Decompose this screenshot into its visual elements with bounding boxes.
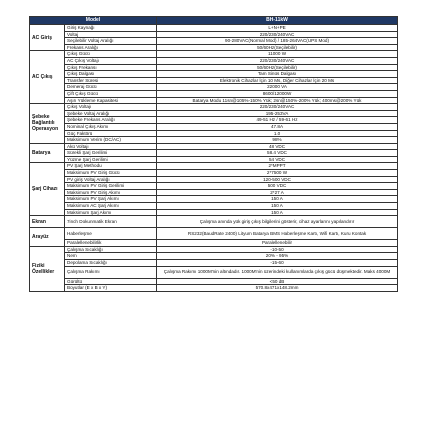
param-label: Maksimum AC Şarj Akımı	[65, 203, 157, 210]
table-row	[30, 196, 398, 203]
param-value: 500 VDC	[157, 183, 398, 190]
param-value: 47.8A	[157, 123, 398, 130]
table-row	[30, 90, 398, 97]
param-value: -10-50	[157, 246, 398, 253]
param-value: 2*27 A	[157, 189, 398, 196]
table-row	[30, 143, 398, 150]
param-label: Çalışma Sıcaklığı	[65, 246, 157, 253]
section-category: Batarya	[30, 143, 65, 163]
table-row	[30, 156, 398, 163]
table-row	[30, 246, 398, 253]
param-value: 1.0	[157, 130, 398, 137]
param-label: Maksimum PV Giriş Akımı	[65, 189, 157, 196]
param-label: Çıkış Dalgası	[65, 71, 157, 78]
table-row	[30, 123, 398, 130]
param-value: 150 A	[157, 209, 398, 216]
param-value: L+N+PE	[157, 25, 398, 32]
param-label: Çıkış Voltajı	[65, 104, 157, 111]
header-model: Model	[30, 17, 157, 25]
param-label: Yüzme Şarj Gerilimi	[65, 156, 157, 163]
table-row	[30, 150, 398, 157]
table-row	[30, 137, 398, 144]
table-row	[30, 203, 398, 210]
table-row	[30, 104, 398, 111]
section-category: Ekran	[30, 216, 65, 228]
param-value: 8600/12000W	[157, 90, 398, 97]
param-label: Seçilebilir Voltaj Aralığı	[65, 38, 157, 45]
param-value: 58.4 VDC	[157, 150, 398, 157]
param-value: 150 A	[157, 203, 398, 210]
param-label: Nominal Çıkış Akımı	[65, 123, 157, 130]
table-row	[30, 216, 398, 228]
spec-body	[30, 25, 398, 292]
header-model-value: BH-11kW	[157, 17, 398, 25]
param-value: Çalışma Rakımı 1000M'nin altındadır. 1000M'nin üzerindeki kullanımlarda çıkış gücü düşmektedir. Maks 4000M	[157, 266, 398, 278]
spec-table	[29, 16, 398, 292]
param-label: Sürekli Şarj Gerilimi	[65, 150, 157, 157]
table-row	[30, 228, 398, 240]
param-value: 195-253VA	[157, 110, 398, 117]
param-label: Giriş Kaynağı	[65, 25, 157, 32]
table-row	[30, 51, 398, 58]
table-row	[30, 71, 398, 78]
param-label: Transfer Süresi	[65, 77, 157, 84]
param-value: 220/230/240VAC	[157, 57, 398, 64]
param-label: Maksimum PV Şarj Akımı	[65, 196, 157, 203]
table-row	[30, 176, 398, 183]
table-row	[30, 31, 398, 38]
param-value: 11000 W	[157, 51, 398, 58]
param-label: Çıkış Frekansı	[65, 64, 157, 71]
param-value: 2*7500 W	[157, 170, 398, 177]
param-value: 570.8x471x148.2mm	[157, 285, 398, 292]
table-row	[30, 266, 398, 278]
param-label: Paralellenebilirlik	[65, 240, 157, 247]
param-value: 50/60Hz(Seçilebilir)	[157, 64, 398, 71]
param-value: Batarya Modu 11sn@105%-150% Yük; 2sn@150%-200% Yük; 400ms@200% Yük	[157, 97, 398, 104]
param-label: AC Çıkış Voltajı	[65, 57, 157, 64]
param-value: 220/230/240VAC	[157, 31, 398, 38]
param-value: <50 dB	[157, 278, 398, 285]
table-row	[30, 38, 398, 45]
param-label: Çalışma Rakımı	[65, 266, 157, 278]
param-label: Demeraj Gücü	[65, 84, 157, 91]
table-row	[30, 183, 398, 190]
header-row	[30, 17, 398, 25]
table-row	[30, 209, 398, 216]
table-row	[30, 84, 398, 91]
table-row	[30, 110, 398, 117]
param-value: 22000 VA	[157, 84, 398, 91]
param-label: 7inch Dokunmatik Ekran	[65, 216, 157, 228]
param-label: Güç Faktörü	[65, 130, 157, 137]
section-category: AC Giriş	[30, 25, 65, 51]
param-value: 54 VDC	[157, 156, 398, 163]
param-value: 220/230/240VAC	[157, 104, 398, 111]
param-label: Şebeke Frekans Aralığı	[65, 117, 157, 124]
section-category: Arayüz	[30, 228, 65, 247]
param-value: Elektronik Cihazlar İçin 10 Ms, Diğer Cihazlar İçin 20 Ms	[157, 77, 398, 84]
table-row	[30, 25, 398, 32]
param-label: Çift Çıkış Gücü	[65, 90, 157, 97]
section-category: Fiziki Özellikler	[30, 246, 65, 291]
param-value: 2*MPPT	[157, 163, 398, 170]
param-value: Paralellenebilir	[157, 240, 398, 247]
table-row	[30, 97, 398, 104]
param-value: 48 VDC	[157, 143, 398, 150]
param-label: Frekans Aralığı	[65, 44, 157, 51]
table-row	[30, 77, 398, 84]
param-label: Şebeke Voltaj Aralığı	[65, 110, 157, 117]
table-row	[30, 64, 398, 71]
table-row	[30, 170, 398, 177]
table-row	[30, 117, 398, 124]
table-row	[30, 260, 398, 267]
param-label: Haberleşme	[65, 228, 157, 240]
param-label: Çıkış Gücü	[65, 51, 157, 58]
table-row	[30, 57, 398, 64]
param-label: Gürültü	[65, 278, 157, 285]
section-category: AC Çıkış	[30, 51, 65, 104]
table-row	[30, 44, 398, 51]
param-label: PV giriş Voltaj Aralığı	[65, 176, 157, 183]
param-value: RS232(BaudRate 2400) Lityum Batarya BMS Haberleşme Kartı, Wifi Kartı, Kuru Kontak	[157, 228, 398, 240]
param-label: Voltaj	[65, 31, 157, 38]
param-value: 98%	[157, 137, 398, 144]
param-label: Depolama Sıcaklığı	[65, 260, 157, 267]
table-row	[30, 285, 398, 292]
param-label: Aşırı Yükleme Kapasitesi	[65, 97, 157, 104]
param-label: PV Şarj Methodu	[65, 163, 157, 170]
table-row	[30, 278, 398, 285]
param-value: -15-60	[157, 260, 398, 267]
table-row	[30, 163, 398, 170]
param-value: Tam Sinüs Dalgası	[157, 71, 398, 78]
table-row	[30, 189, 398, 196]
table-row	[30, 130, 398, 137]
param-label: Maksimum Şarj Akımı	[65, 209, 157, 216]
param-label: Maksimum PV Giriş Gücü	[65, 170, 157, 177]
param-value: 150 A	[157, 196, 398, 203]
spec-sheet	[29, 16, 397, 292]
param-value: 90-280VAC(Normal Mod) / 185-264VAC(UPS Mod)	[157, 38, 398, 45]
param-value: 50/60Hz(Seçilebilir)	[157, 44, 398, 51]
param-value: 20% - 95%	[157, 253, 398, 260]
param-label: Maksimum Verim (DC/AC)	[65, 137, 157, 144]
table-row	[30, 253, 398, 260]
table-row	[30, 240, 398, 247]
section-category: Şarj Cihazı	[30, 163, 65, 216]
param-label: Akü Voltajı	[65, 143, 157, 150]
param-label: Boyutlar (E x B x Y)	[65, 285, 157, 292]
param-value: 49-51 Hz / 59-61 Hz	[157, 117, 398, 124]
section-category: Şebeke Bağlantılı Operasyon	[30, 104, 65, 144]
param-label: Nem	[65, 253, 157, 260]
param-label: Maksimum PV Giriş Gerilimi	[65, 183, 157, 190]
param-value: Çalışma anında yük giriş çıkış bilgilerini gösterir, cihaz ayarlarını yapılandırır	[157, 216, 398, 228]
param-value: 120-500 VDC	[157, 176, 398, 183]
